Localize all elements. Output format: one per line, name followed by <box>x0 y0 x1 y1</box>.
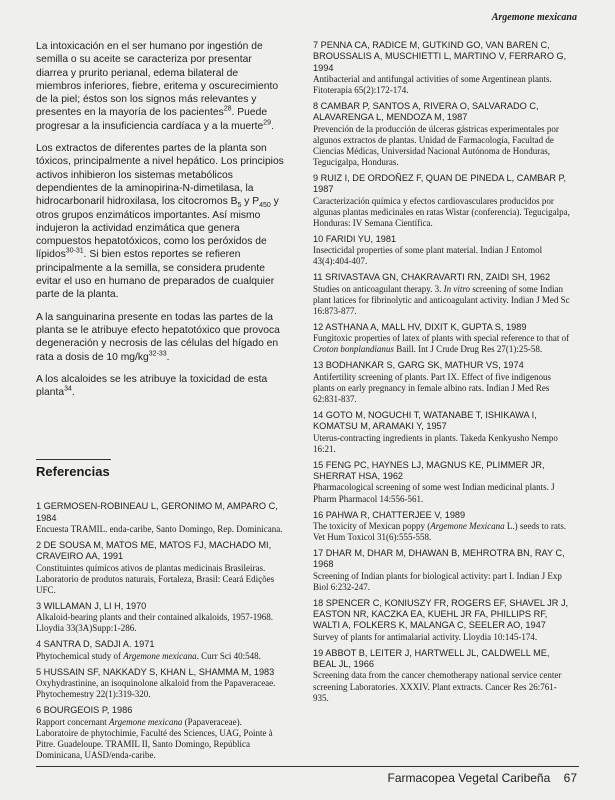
reference-entry <box>313 548 571 593</box>
footnote-marker: 28 <box>223 106 232 114</box>
footnote-marker: 450 <box>259 202 271 210</box>
reference-citation <box>36 524 286 535</box>
text-run: Constituintes químicos ativos de plantas medicinais Brasileiras. Laboratorio de produtos naturais, Fortaleza, Brasil: Ceará Edições UFC. <box>36 562 275 595</box>
reference-authors: 2 DE SOUSA M, MATOS ME, MATOS FJ, MACHADO MI, CRAVEIRO AA, 1991 <box>36 540 272 562</box>
reference-citation <box>313 670 571 703</box>
text-run: . <box>271 120 274 132</box>
text-run: Studies on anticoagulant therapy. 3. <box>313 283 444 294</box>
text-run: A los alcaloides se les atribuye la toxicidad de esta planta <box>36 373 268 399</box>
reference-entry <box>313 360 571 405</box>
text-run: Rapport concernant <box>36 716 109 727</box>
reference-citation <box>313 124 571 168</box>
reference-authors: 17 DHAR M, DHAR M, DHAWAN B, MEHROTRA BN, RAY C, 1968 <box>313 548 565 570</box>
text-run: Los extractos de diferentes partes de la planta son tóxicos, principalmente a nivel hepático. Los principios activos inhibieron los sistemas metabólicos dependientes de la aminopirina-N-dimetilasa, la hidrocarbonaril hidroxilasa, los citocromos B <box>36 143 284 208</box>
reference-authors: 14 GOTO M, NOGUCHI T, WATANABE T, ISHIKAWA I, KOMATSU M, ARAMAKI Y, 1957 <box>313 410 537 432</box>
text-run: L.) seeds to rats. Vet Hum Toxicol 31(6):555-558. <box>313 520 567 542</box>
footer-rule <box>36 766 579 767</box>
reference-entry <box>313 510 571 543</box>
text-run: Uterus-contracting ingredients in plants. Takeda Kenkyusho Nempo 16:21. <box>313 432 558 454</box>
reference-citation <box>36 717 286 761</box>
reference-authors: 9 RUIZ I, DE ORDOÑEZ F, QUAN DE PINEDA L, CAMBAR P, 1987 <box>313 173 567 195</box>
reference-entry <box>313 40 571 96</box>
reference-authors: 18 SPENCER C, KONIUSZY FR, ROGERS EF, SHAVEL JR J, EASTON NR, KACZKA EA, KUEHL JR FA, PHILLIPS RF, WALTI A, FOLKERS K, MALANGA C, SEELER AO, 1947 <box>313 597 569 631</box>
reference-citation <box>313 433 571 455</box>
references-heading: Referencias <box>36 464 110 480</box>
italic-text: Argemone mexicana <box>123 650 197 661</box>
reference-authors: 11 SRIVASTAVA GN, CHAKRAVARTI RN, ZAIDI SH, 1962 <box>313 272 551 283</box>
text-run: Phytochemical study of <box>36 650 124 661</box>
reference-citation <box>36 651 286 662</box>
text-run: . <box>166 351 170 363</box>
reference-entry <box>313 173 571 229</box>
reference-entry <box>313 322 571 355</box>
text-run: screening of some Indian plant latices for fibrinolytic and anticoagulant activity. Indian J Med Sc 16:873-877. <box>313 283 570 316</box>
text-run: A la sanguinarina presente en todas las partes de la planta se le atribuye efecto hepatotóxico que provoca degeneración y necrosis de las células del hígado en rata a dosis de 10 mg/kg <box>36 311 280 363</box>
reference-entry <box>313 648 571 704</box>
reference-authors: 12 ASTHANA A, MALL HV, DIXIT K, GUPTA S, 1989 <box>313 321 527 332</box>
text-run: La intoxicación en el ser humano por ingestión de semilla o su aceite se caracteriza por presentar diarrea y prurito perianal, edema bilateral de miembros inferiores, fiebre, eritema y oscurecimiento de la piel; éstos son los signos más relevantes y presentes en la mayoría de los pacientes <box>36 41 279 119</box>
reference-entry <box>36 639 286 661</box>
body-text <box>36 40 286 399</box>
text-run: . Curr Sci 40:548. <box>196 650 261 661</box>
italic-text: In vitro <box>443 283 471 294</box>
page-footer <box>388 771 577 785</box>
reference-authors: 8 CAMBAR P, SANTOS A, RIVERA O, SALVARADO C, ALAVARENGA L, MENDOZA M, 1987 <box>313 101 539 123</box>
reference-authors: 15 FENG PC, HAYNES LJ, MAGNUS KE, PLIMMER JR, SHERRAT HSA, 1962 <box>313 459 545 482</box>
text-run: The toxicity of Mexican poppy ( <box>313 520 431 531</box>
reference-authors: 5 HUSSAIN SF, NAKKADY S, KHAN L, SHAMMA M, 1983 <box>36 666 275 677</box>
text-run: Fungitoxic properties of latex of plants with special reference to that of <box>313 333 570 344</box>
running-header-species: Argemone mexicana <box>491 12 577 23</box>
references-rule <box>36 459 111 460</box>
text-run: Alkaloid-bearing plants and their contained alkaloids, 1957-1968. Lloydia 33(3A)Supp:1-286. <box>36 612 273 634</box>
text-run: Antifertility screening of plants. Part IX. Effect of five indigenous plants on early pregnancy in female albino rats. Indian J Med Res 62:831-837. <box>313 371 552 404</box>
reference-citation <box>313 245 571 267</box>
reference-citation <box>313 333 571 355</box>
italic-text: Croton bonplandianus <box>313 344 394 355</box>
reference-authors: 19 ABBOT B, LEITER J, HARTWELL JL, CALDWELL ME, BEAL JL, 1966 <box>313 647 550 670</box>
text-run: Screening data from the cancer chemotherapy national service center screening Laboratories. XXXIV. Plant extracts. Cancer Res 26:761-935. <box>313 670 562 703</box>
body-paragraph <box>36 40 286 133</box>
text-run: Survey of plants for antimalarial activity. Lloydia 10:145-174. <box>313 631 538 642</box>
text-run: . Puede progresar a la insuficiencia cardíaca y a la muerte <box>36 107 268 132</box>
right-column <box>313 40 571 709</box>
reference-citation <box>313 372 571 405</box>
text-run: Antibacterial and antifungal activities of some Argentinean plants. Fitoterapia 65(2):172-174. <box>313 73 552 95</box>
reference-authors: 3 WILLAMAN J, LI H, 1970 <box>36 600 147 611</box>
reference-entry <box>313 460 571 505</box>
text-run: Encuesta TRAMIL. enda-caribe, Santo Domingo, Rep. Dominicana. <box>36 524 283 535</box>
reference-entry <box>313 101 571 168</box>
reference-citation <box>36 612 286 634</box>
reference-entry <box>36 501 286 535</box>
text-run: Baill. Int J Crude Drug Res 27(1):25-58. <box>393 344 543 355</box>
text-run: (Papaveraceae). Laboratoire de phytochimie, Faculté des Sciences, UAG, Pointe à Pitre. Guadeloupe. TRAMIL II, Santo Domingo, República Dominicana, UASD/enda-caribe. <box>36 716 273 760</box>
reference-authors: 6 BOURGEOIS P, 1986 <box>36 705 133 716</box>
footer-title: Farmacopea Vegetal Caribeña <box>387 771 551 785</box>
text-run: Caracterización química y efectos cardiovasculares producidos por algunas plantas medicinales en ratas Wistar (conferencia). Tegucigalpa, Honduras: IV Semana Científica. <box>313 195 570 228</box>
reference-citation <box>313 74 571 96</box>
reference-list-left <box>36 501 286 761</box>
reference-authors: 4 SANTRA D, SADJI A. 1971 <box>36 639 155 650</box>
reference-entry <box>36 601 286 634</box>
footnote-marker: 34 <box>64 385 72 393</box>
text-run: . <box>71 387 75 399</box>
reference-entry <box>313 234 571 267</box>
italic-text: Argemone mexicana <box>108 716 183 727</box>
text-run: Prevención de la producción de úlceras gástricas experimentales por algunos extractos de plantas. Unidad de Farmacología, Facultad de Ciencias Médicas, Universidad Nacional Autónoma de Honduras, Tegucigalpa, Honduras. <box>313 123 559 167</box>
text-run: Oxyhydrastinine, an isoquinolone alkaloid from the Papaveraceae. Phytochemestry 22(1):319-320. <box>36 678 276 700</box>
footnote-marker: 29 <box>263 119 272 127</box>
reference-citation <box>313 571 571 593</box>
reference-authors: 16 PAHWA R, CHATTERJEE V, 1989 <box>313 509 466 520</box>
text-run: Pharmacological screening of some west Indian medicinal plants. J Pharm Pharmacol 14:556-561. <box>313 482 555 504</box>
italic-text: Argemone Mexicana <box>430 520 505 531</box>
body-paragraph <box>36 311 286 364</box>
reference-authors: 10 FARIDI YU, 1981 <box>313 233 397 244</box>
reference-entry <box>313 410 571 455</box>
reference-entry <box>36 540 286 596</box>
reference-entry <box>313 272 571 317</box>
reference-citation <box>313 196 571 229</box>
reference-authors: 1 GERMOSEN-ROBINEAU L, GERONIMO M, AMPARO C, 1984 <box>36 501 278 523</box>
left-column <box>36 40 286 766</box>
reference-citation <box>313 482 571 504</box>
footnote-marker: 5 <box>237 202 242 210</box>
reference-citation <box>36 678 286 700</box>
reference-entry <box>36 705 286 761</box>
footnote-marker: 30-31 <box>65 248 84 256</box>
reference-authors: 13 BODHANKAR S, GARG SK, MATHUR VS, 1974 <box>313 360 524 371</box>
text-run: y otros grupos enzimáticos importantes. Así mismo indujeron la actividad enzimática que genera compuestos hepatotóxicos, como los peróxidos de lípidos <box>36 196 279 261</box>
footnote-marker: 32-33 <box>148 350 167 358</box>
text-run: . Si bien estos reportes se refieren principalmente a la semilla, se considera prudente evitar el uso en humano de preparados de cualquier parte de la planta. <box>36 249 275 301</box>
reference-citation <box>313 521 571 543</box>
reference-entry <box>36 667 286 700</box>
text-run: Screening of Indian plants for biological activity: part I. Indian J Exp Biol 6:232-247. <box>313 570 562 592</box>
reference-citation <box>36 563 286 596</box>
reference-authors: 7 PENNA CA, RADICE M, GUTKIND GO, VAN BAREN C, BROUSSALIS A, MUSCHIETTI L, MARTINO V, FERRARO G, 1994 <box>313 40 567 73</box>
body-paragraph <box>36 142 286 302</box>
reference-list-right <box>313 40 571 704</box>
body-paragraph <box>36 373 286 400</box>
text-run: y P <box>241 196 260 208</box>
text-run: Insecticidal properties of some plant material. Indian J Entomol 43(4):404-407. <box>313 245 543 267</box>
reference-citation <box>313 284 571 317</box>
page-number: 67 <box>563 771 577 785</box>
reference-entry <box>313 598 571 643</box>
reference-citation <box>313 632 571 643</box>
